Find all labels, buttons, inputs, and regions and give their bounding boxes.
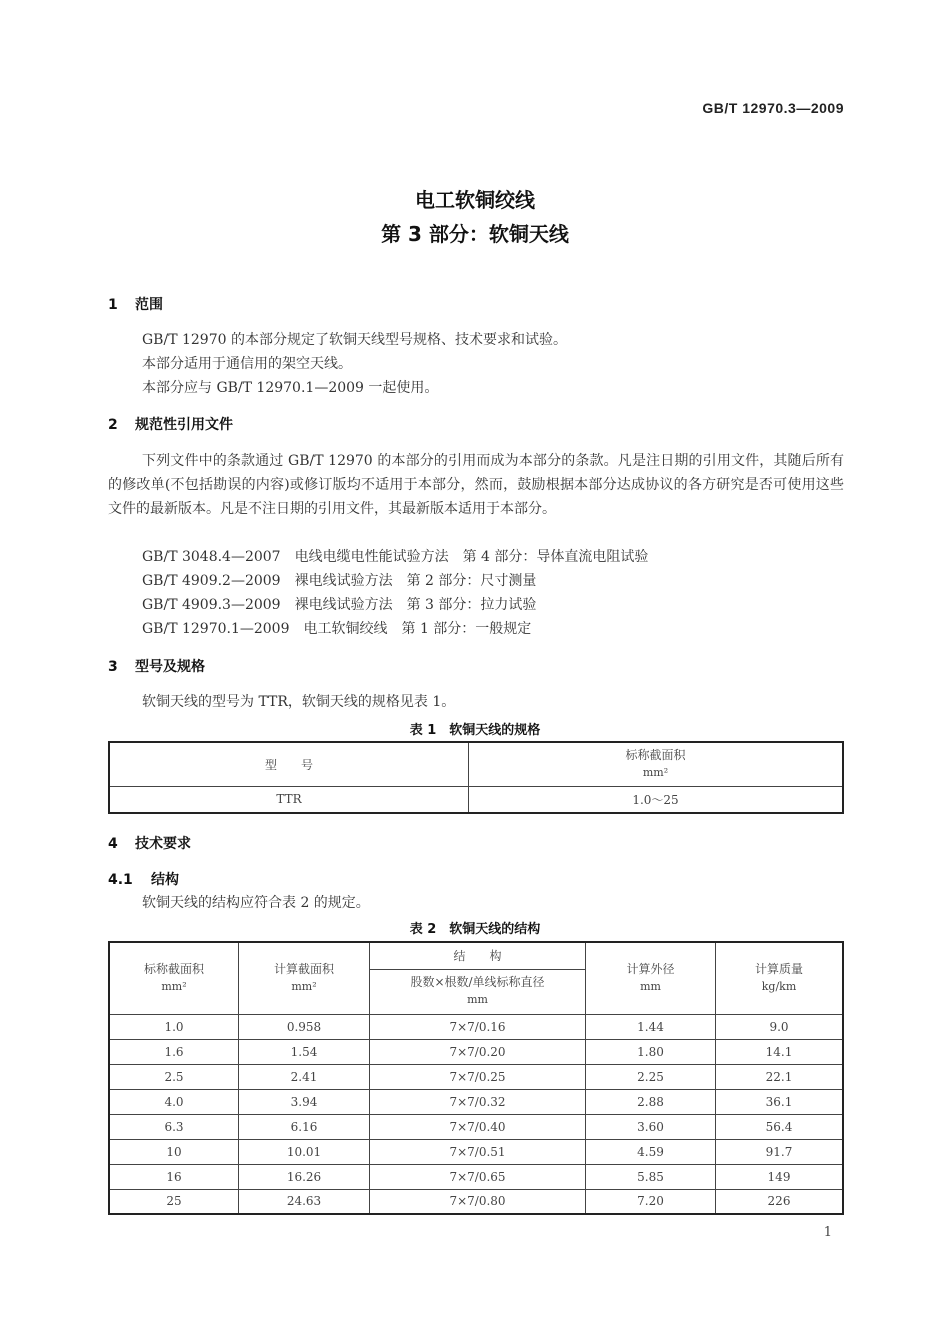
table-cell: 2.5: [109, 1064, 239, 1089]
table-1: [108, 741, 844, 814]
table-row: [109, 1064, 843, 1089]
reference-item: GB/T 3048.4—2007 电线电缆电性能试验方法 第 4 部分：导体直流电阻试验: [142, 549, 649, 565]
table-cell: 7.20: [586, 1189, 716, 1214]
paragraph: GB/T 12970 的本部分规定了软铜天线型号规格、技术要求和试验。: [142, 332, 567, 348]
table-row: [109, 1089, 843, 1114]
table-1-caption: 表 1 软铜天线的规格: [409, 723, 541, 738]
section-title: 型号及规格: [135, 659, 205, 675]
section-title: 规范性引用文件: [135, 417, 233, 433]
table-cell: 22.1: [716, 1064, 844, 1089]
table-cell: TTR: [109, 786, 469, 813]
table-row: [109, 786, 843, 813]
section-4-heading: [108, 833, 191, 853]
reference-item: GB/T 4909.3—2009 裸电线试验方法 第 3 部分：拉力试验: [142, 597, 537, 613]
table-cell: 6.16: [239, 1114, 370, 1139]
header-unit: mm: [467, 993, 488, 1006]
table-header-cell: [109, 942, 239, 1014]
table-cell: 4.0: [109, 1089, 239, 1114]
paragraph: 本部分适用于通信用的架空天线。: [142, 356, 352, 372]
table-header-cell: [716, 942, 844, 1014]
standard-code: GB/T 12970.3—2009: [702, 100, 844, 116]
table-cell: 1.6: [109, 1039, 239, 1064]
page-number: 1: [823, 1225, 832, 1240]
table-header-cell: [469, 742, 844, 786]
header-unit: mm²: [291, 979, 317, 993]
table-cell: 7×7/0.20: [370, 1039, 586, 1064]
table-row: [109, 1139, 843, 1164]
table-cell: 3.60: [586, 1114, 716, 1139]
table-cell: 5.85: [586, 1164, 716, 1189]
table-cell: 1.80: [586, 1039, 716, 1064]
section-title: 技术要求: [135, 836, 191, 852]
table-cell: 7×7/0.40: [370, 1114, 586, 1139]
header-label: 计算质量: [754, 961, 803, 976]
table-cell: 7×7/0.25: [370, 1064, 586, 1089]
table-cell: 2.41: [239, 1064, 370, 1089]
table-cell: 14.1: [716, 1039, 844, 1064]
table-row: [109, 1039, 843, 1064]
section-number: 1: [108, 297, 118, 313]
table-cell: 16: [109, 1164, 239, 1189]
header-unit: mm²: [161, 979, 187, 993]
paragraph: 软铜天线的结构应符合表 2 的规定。: [142, 895, 370, 911]
header-label: 标称截面积: [143, 961, 204, 976]
header-label: 股数×根数/单线标称直径: [410, 975, 545, 989]
table-cell: 226: [716, 1189, 844, 1214]
table-cell: 1.0～25: [469, 786, 844, 813]
table-cell: 7×7/0.16: [370, 1014, 586, 1039]
table-cell: 9.0: [716, 1014, 844, 1039]
table-header-cell: 型 号: [109, 742, 469, 786]
paragraph: 下列文件中的条款通过 GB/T 12970 的本部分的引用而成为本部分的条款。凡是注日期的引用文件，其随后所有的修改单(不包括勘误的内容)或修订版均不适用于本部分，然而，鼓励根据本部分达成协议的各方研究是否可使用这些文件的最新版本。凡是不注日期的引用文件，其最新版本适用于本部分。: [108, 453, 844, 517]
table-row: [109, 1014, 843, 1039]
header-unit: mm: [640, 979, 661, 993]
table-cell: 25: [109, 1189, 239, 1214]
table-cell: 149: [716, 1164, 844, 1189]
table-cell: 10.01: [239, 1139, 370, 1164]
section-number: 3: [108, 659, 118, 675]
table-cell: 7×7/0.51: [370, 1139, 586, 1164]
table-cell: 1.54: [239, 1039, 370, 1064]
table-cell: 7×7/0.65: [370, 1164, 586, 1189]
table-header-cell: [239, 942, 370, 1014]
header-label: 计算截面积: [273, 961, 334, 976]
section-number: 2: [108, 417, 118, 433]
document-subtitle: 第 3 部分：软铜天线: [381, 222, 569, 246]
table-cell: 24.63: [239, 1189, 370, 1214]
header-unit: kg/km: [761, 979, 797, 993]
table-cell: 1.0: [109, 1014, 239, 1039]
table-cell: 3.94: [239, 1089, 370, 1114]
section-title: 结构: [151, 872, 179, 888]
section-4-1-heading: [108, 869, 179, 889]
table-cell: 6.3: [109, 1114, 239, 1139]
table-cell: 56.4: [716, 1114, 844, 1139]
reference-item: GB/T 12970.1—2009 电工软铜绞线 第 1 部分：一般规定: [142, 621, 532, 637]
table-header-cell: [586, 942, 716, 1014]
table-2: [108, 941, 844, 1215]
table-header-cell: [370, 969, 586, 1014]
header-label: 计算外径: [626, 961, 675, 976]
table-cell: 2.88: [586, 1089, 716, 1114]
reference-item: GB/T 4909.2—2009 裸电线试验方法 第 2 部分：尺寸测量: [142, 573, 537, 589]
table-cell: 7×7/0.80: [370, 1189, 586, 1214]
table-cell: 1.44: [586, 1014, 716, 1039]
table-cell: 2.25: [586, 1064, 716, 1089]
section-title: 范围: [135, 297, 163, 313]
header-unit: mm²: [642, 765, 669, 779]
header-label: 标称截面积: [625, 747, 686, 762]
table-row: [109, 1189, 843, 1214]
paragraph: 本部分应与 GB/T 12970.1—2009 一起使用。: [142, 380, 439, 396]
table-cell: 0.958: [239, 1014, 370, 1039]
table-cell: 91.7: [716, 1139, 844, 1164]
section-number: 4: [108, 836, 118, 852]
section-3-heading: [108, 656, 205, 676]
table-cell: 4.59: [586, 1139, 716, 1164]
document-title: 电工软铜绞线: [415, 188, 535, 212]
table-row: [109, 1164, 843, 1189]
section-number: 4.1: [108, 872, 133, 888]
table-cell: 16.26: [239, 1164, 370, 1189]
table-cell: 36.1: [716, 1089, 844, 1114]
section-2-heading: [108, 414, 233, 434]
table-cell: 10: [109, 1139, 239, 1164]
table-row: [109, 1114, 843, 1139]
paragraph: 软铜天线的型号为 TTR，软铜天线的规格见表 1。: [142, 694, 456, 710]
table-2-caption: 表 2 软铜天线的结构: [409, 922, 541, 937]
table-cell: 7×7/0.32: [370, 1089, 586, 1114]
section-1-heading: [108, 294, 163, 314]
table-header-cell: 结 构: [370, 942, 586, 969]
